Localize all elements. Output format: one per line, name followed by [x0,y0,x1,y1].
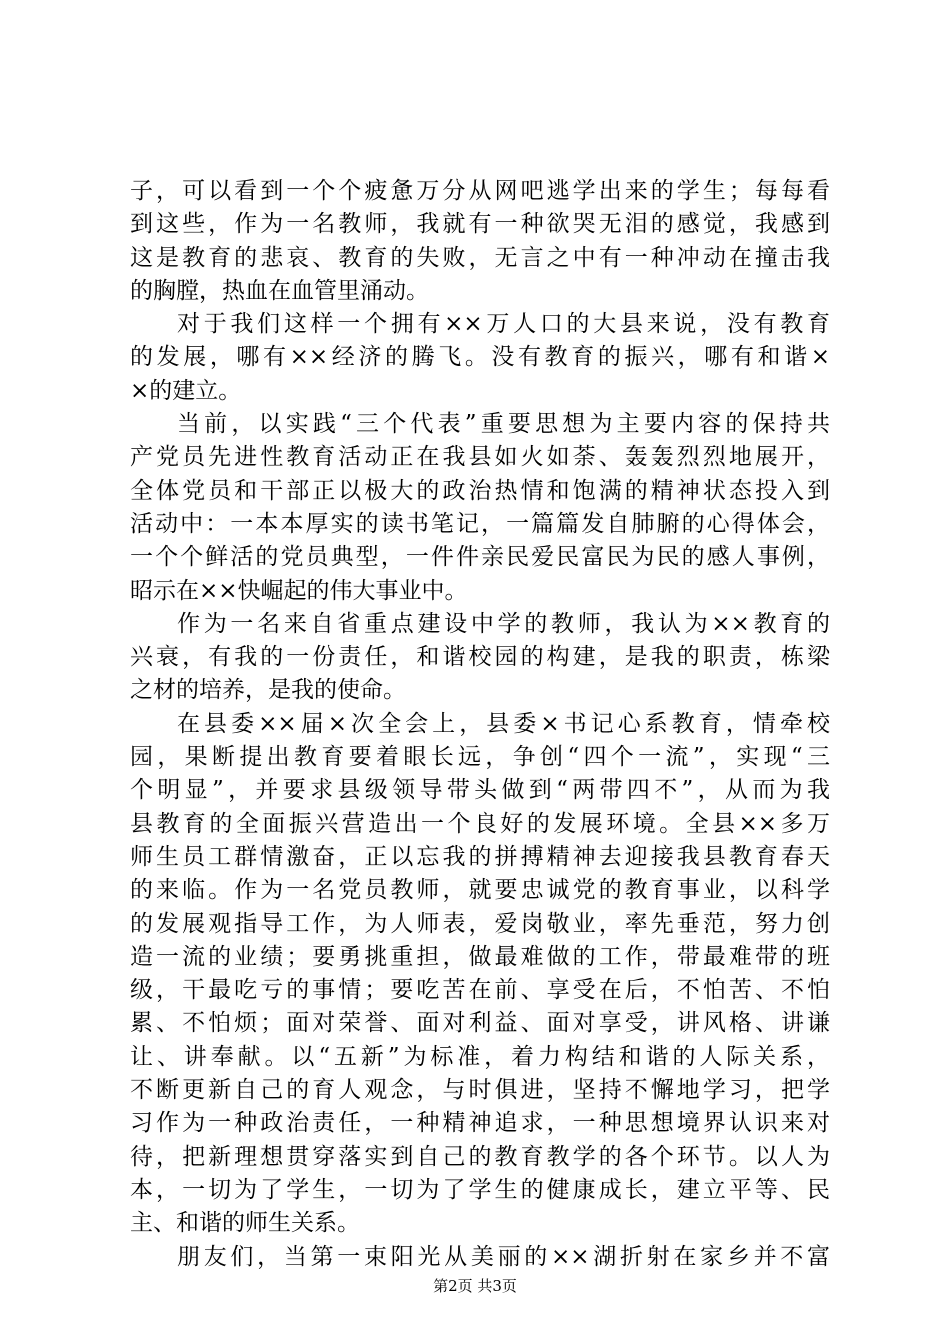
text-line: 全体党员和干部正以极大的政治热情和饱满的精神状态投入到 [130,477,830,504]
text-line: 活动中：一本本厚实的读书笔记，一篇篇发自肺腑的心得体会， [130,510,830,537]
text-line: 师生员工群情激奋，正以忘我的拼搏精神去迎接我县教育春天 [130,843,830,870]
text-line: 让、讲奉献。以“五新”为标准，着力构结和谐的人际关系， [130,1043,830,1070]
text-line: 对于我们这样一个拥有××万人口的大县来说，没有教育 [177,311,830,338]
text-line: 当前，以实践“三个代表”重要思想为主要内容的保持共 [177,411,830,438]
text-line: 本，一切为了学生，一切为了学生的健康成长，建立平等、民 [130,1176,830,1203]
text-line: 在县委××届×次全会上，县委×书记心系教育，情牵校 [177,710,830,737]
text-line: 不断更新自己的育人观念，与时俱进，坚持不懈地学习，把学 [130,1077,830,1104]
text-line: 习作为一种政治责任，一种精神追求，一种思想境界认识来对 [130,1110,830,1137]
text-line: 的胸膛，热血在血管里涌动。 [130,277,429,304]
body-text [130,175,830,1274]
text-line: 县教育的全面振兴营造出一个良好的发展环境。全县××多万 [130,810,830,837]
text-line: 这是教育的悲哀、教育的失败，无言之中有一种冲动在撞击我 [130,244,830,271]
text-line: 的发展观指导工作，为人师表，爱岗敬业，率先垂范，努力创 [130,910,830,937]
text-line: 作为一名来自省重点建设中学的教师，我认为××教育的 [177,610,830,637]
text-line: 到这些，作为一名教师，我就有一种欲哭无泪的感觉，我感到 [130,211,830,238]
text-line: 的发展，哪有××经济的腾飞。没有教育的振兴，哪有和谐× [130,344,830,371]
text-line: 个明显”，并要求县级领导带头做到“两带四不”，从而为我 [130,777,830,804]
text-line: 的来临。作为一名党员教师，就要忠诚党的教育事业，以科学 [130,877,830,904]
text-line: 朋友们，当第一束阳光从美丽的××湖折射在家乡并不富 [177,1243,830,1270]
text-line: 昭示在××快崛起的伟大事业中。 [130,577,468,604]
text-line: 待，把新理想贯穿落实到自己的教育教学的各个环节。以人为 [130,1143,830,1170]
text-line: 级，干最吃亏的事情；要吃苦在前、享受在后，不怕苦、不怕 [130,977,830,1004]
text-line: 之材的培养，是我的使命。 [130,677,406,704]
text-line: 兴衰，有我的一份责任，和谐校园的构建，是我的职责，栋梁 [130,644,830,671]
text-line: 子，可以看到一个个疲惫万分从网吧逃学出来的学生；每每看 [130,178,830,204]
text-line: 产党员先进性教育活动正在我县如火如荼、轰轰烈烈地展开， [130,444,830,471]
text-line: 累、不怕烦；面对荣誉、面对利益、面对享受，讲风格、讲谦 [130,1010,830,1037]
text-line: 造一流的业绩；要勇挑重担，做最难做的工作，带最难带的班 [130,943,830,970]
text-line: ×的建立。 [130,377,242,404]
text-line: 主、和谐的师生关系。 [130,1210,360,1237]
page-footer: 第2页 共3页 [433,1277,517,1295]
text-line: 一个个鲜活的党员典型，一件件亲民爱民富民为民的感人事例， [130,544,830,571]
text-line: 园，果断提出教育要着眼长远，争创“四个一流”，实现“三 [130,744,830,771]
